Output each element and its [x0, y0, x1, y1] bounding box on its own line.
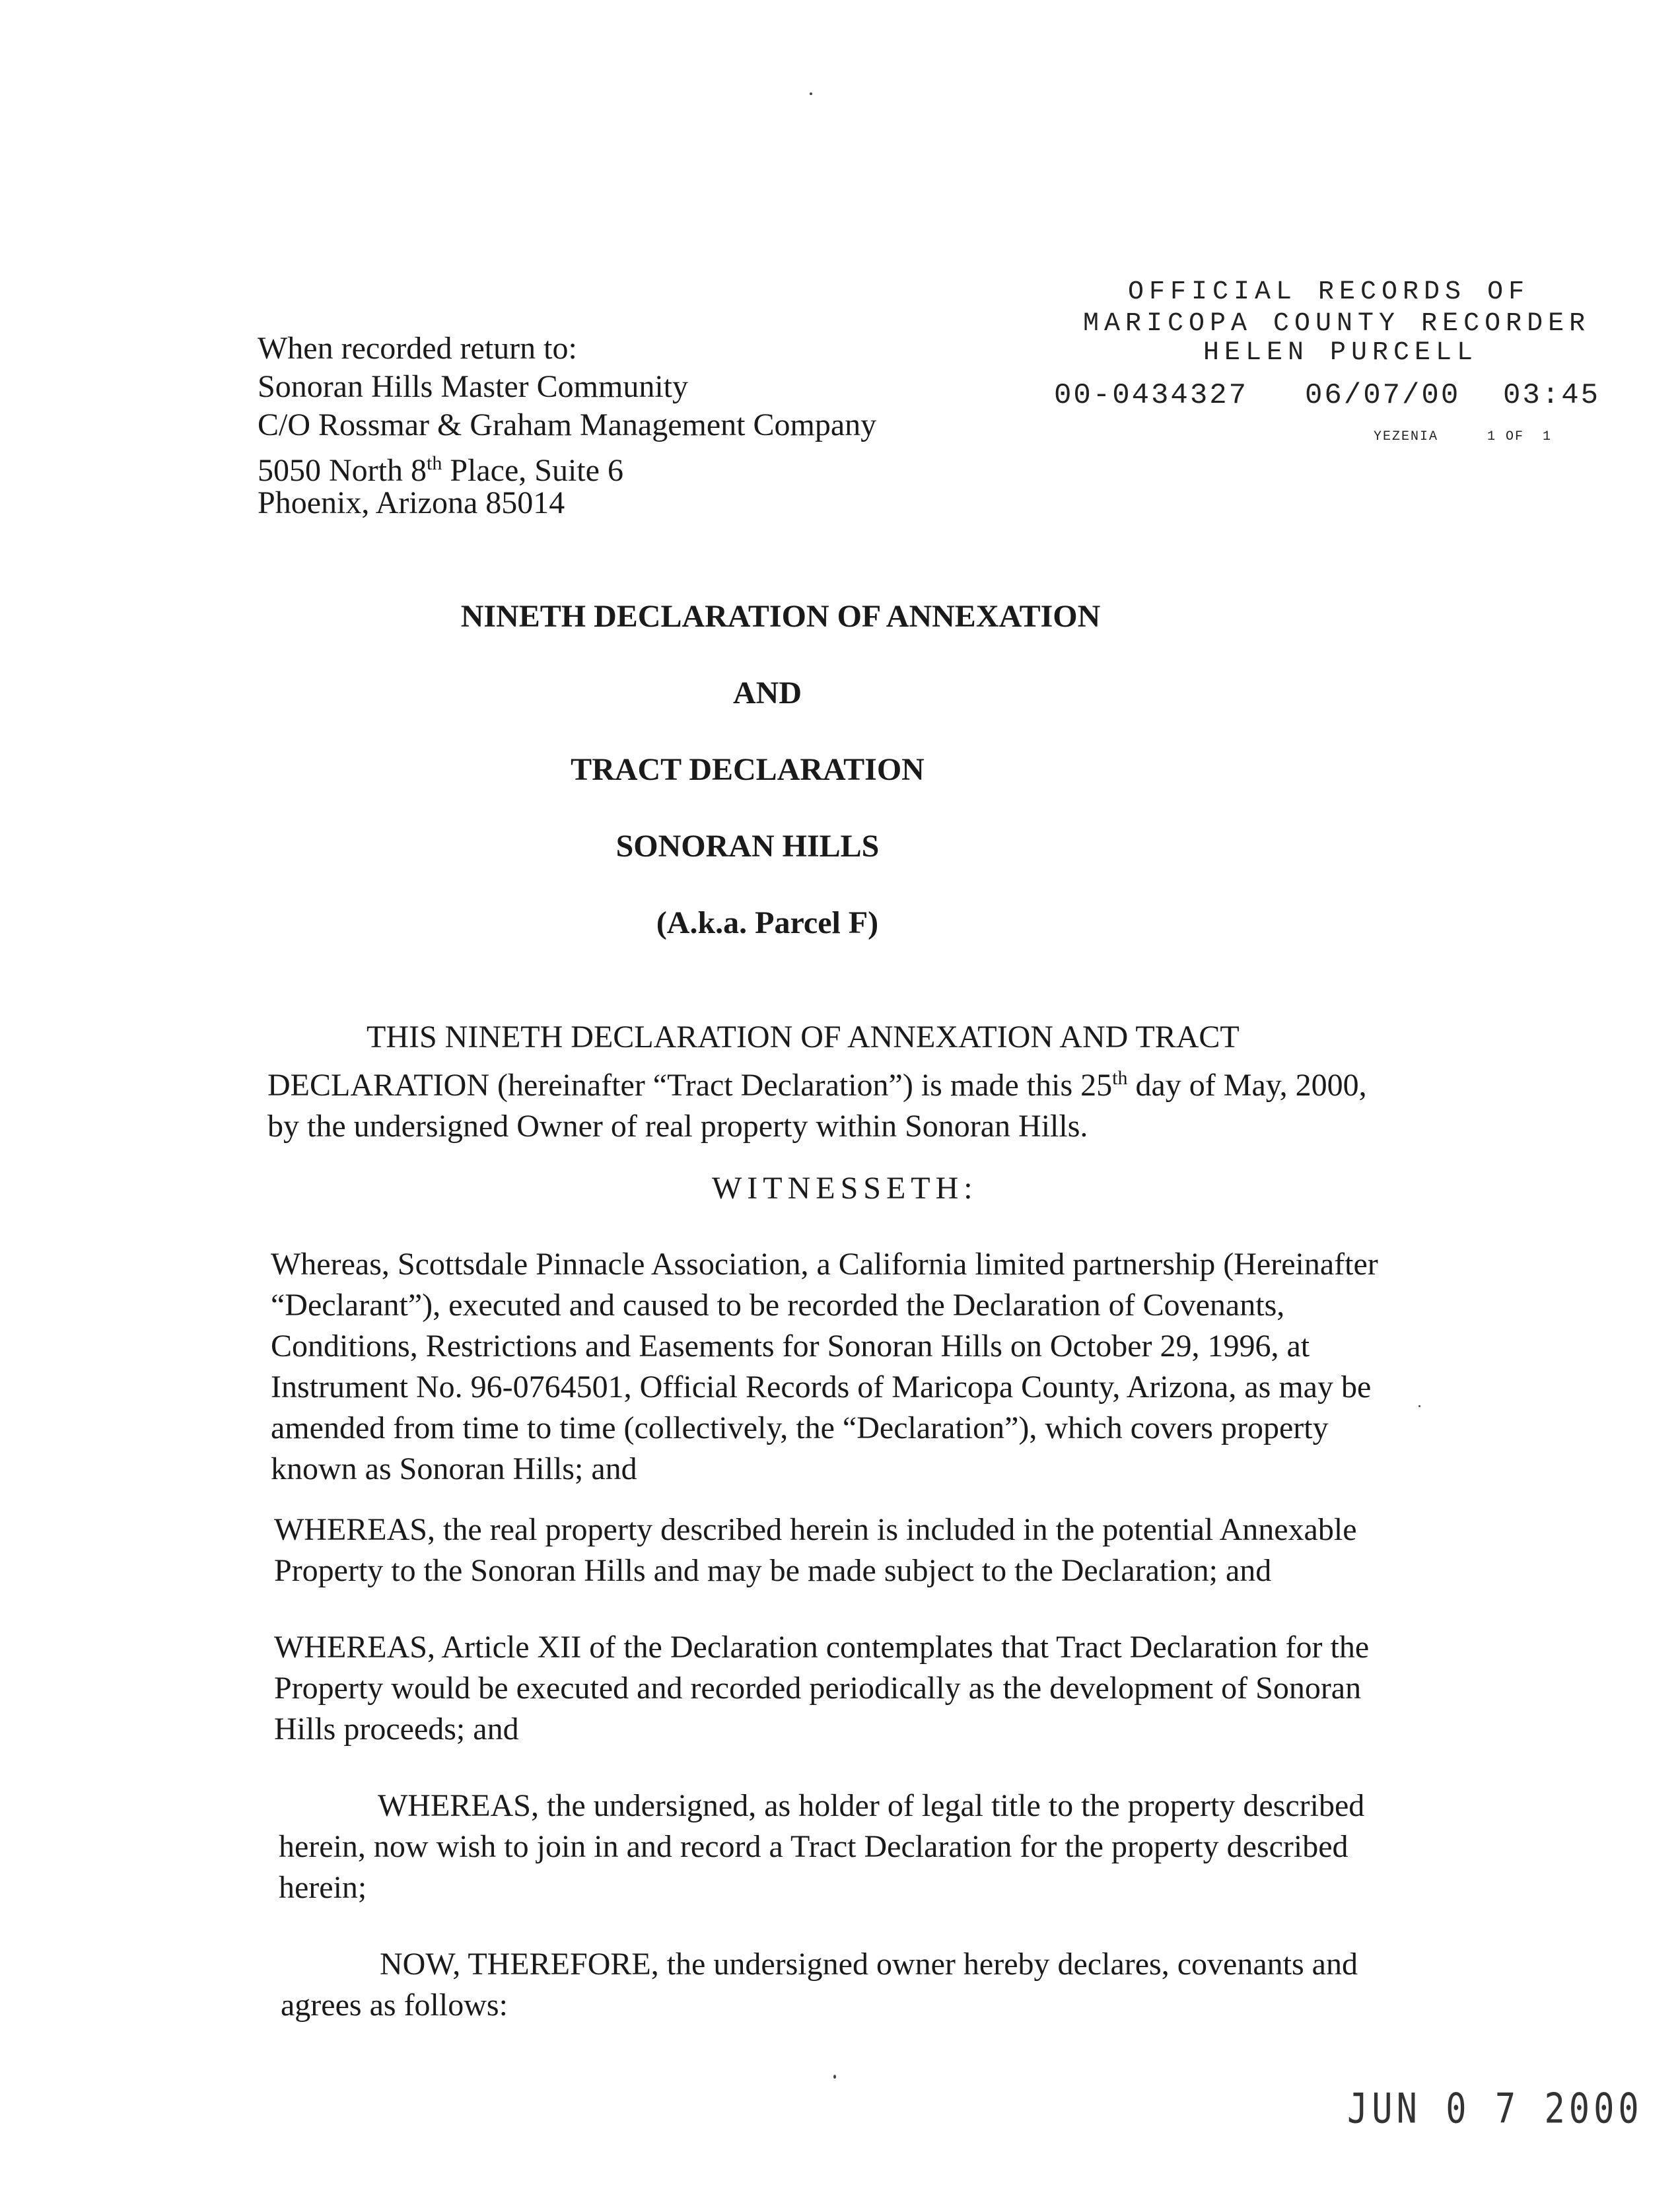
recorder-name: HELEN PURCELL — [1203, 338, 1479, 368]
paragraph-line: herein, now wish to join in and record a Tract Declaration for the property described — [279, 1829, 1348, 1864]
return-address-city: Phoenix, Arizona 85014 — [258, 485, 565, 520]
recorder-office-line1: OFFICIAL RECORDS OF — [1128, 277, 1530, 307]
title-parcel: (A.k.a. Parcel F) — [656, 905, 879, 940]
scan-speck — [833, 2075, 836, 2079]
paragraph-line: NOW, THEREFORE, the undersigned owner hereby declares, covenants and — [380, 1947, 1358, 1982]
paragraph-line: WHEREAS, the undersigned, as holder of legal title to the property described — [378, 1788, 1365, 1823]
paragraph-line: Whereas, Scottsdale Pinnacle Association, a California limited partnership (Hereinafter — [271, 1247, 1378, 1282]
recital-annexable-property — [274, 1510, 1357, 1591]
recital-declarant — [271, 1244, 1378, 1490]
document-title: NINETH DECLARATION OF ANNEXATION — [460, 599, 1101, 634]
return-address-street: 5050 North 8th Place, Suite 6 — [258, 452, 623, 488]
paragraph-line: known as Sonoran Hills; and — [271, 1451, 637, 1486]
intro-paragraph: THIS NINETH DECLARATION OF ANNEXATION AND TRACT DECLARATION (hereinafter “Tract Declaration”) is made this 25th day of May, 2000, by the undersigned Owner of real property within Sonoran Hills. — [267, 1020, 1367, 1144]
paragraph-line: herein; — [279, 1870, 367, 1905]
scan-speck — [1418, 1405, 1420, 1407]
return-address-name: Sonoran Hills Master Community — [258, 369, 688, 404]
return-address-careof: C/O Rossmar & Graham Management Company — [258, 407, 877, 442]
paragraph-line: Hills proceeds; and — [274, 1712, 519, 1747]
paragraph-line: Property to the Sonoran Hills and may be made subject to the Declaration; and — [274, 1553, 1272, 1588]
paragraph-line: Instrument No. 96-0764501, Official Records of Maricopa County, Arizona, as may be — [271, 1370, 1372, 1405]
title-and: AND — [733, 676, 802, 711]
paragraph-line: WHEREAS, the real property described herein is included in the potential Annexable — [274, 1512, 1357, 1547]
paragraph-line: “Declarant”), executed and caused to be recorded the Declaration of Covenants, — [271, 1288, 1285, 1323]
recorder-office-line2: MARICOPA COUNTY RECORDER — [1083, 309, 1591, 339]
page-count: 1 OF 1 — [1487, 429, 1553, 444]
witnesseth-heading: WITNESSETH: — [712, 1171, 978, 1206]
scan-speck — [810, 92, 812, 95]
barcode — [1057, 85, 1578, 264]
paragraph-line: WHEREAS, Article XII of the Declaration contemplates that Tract Declaration for the — [274, 1630, 1370, 1665]
record-time: 03:45 — [1503, 379, 1601, 412]
title-tract-declaration: TRACT DECLARATION — [571, 752, 925, 787]
recital-article-xii — [274, 1627, 1369, 1750]
operative-clause — [281, 1944, 1358, 2026]
paragraph-line: Property would be executed and recorded periodically as the development of Sonoran — [274, 1671, 1362, 1706]
instrument-number: 00-0434327 — [1054, 379, 1249, 412]
recital-legal-title — [279, 1786, 1364, 1908]
title-sonoran-hills: SONORAN HILLS — [615, 829, 880, 864]
paragraph-line: Conditions, Restrictions and Easements for Sonoran Hills on October 29, 1996, at — [271, 1329, 1310, 1364]
paragraph-line: amended from time to time (collectively, the “Declaration”), which covers property — [271, 1410, 1329, 1445]
return-address-label: When recorded return to: — [258, 331, 577, 366]
recorder-clerk: YEZENIA — [1374, 429, 1439, 444]
record-date: 06/07/00 — [1305, 379, 1461, 412]
received-date-stamp: JUN 0 7 2000 — [1347, 2085, 1643, 2133]
paragraph-line: agrees as follows: — [281, 1988, 508, 2023]
